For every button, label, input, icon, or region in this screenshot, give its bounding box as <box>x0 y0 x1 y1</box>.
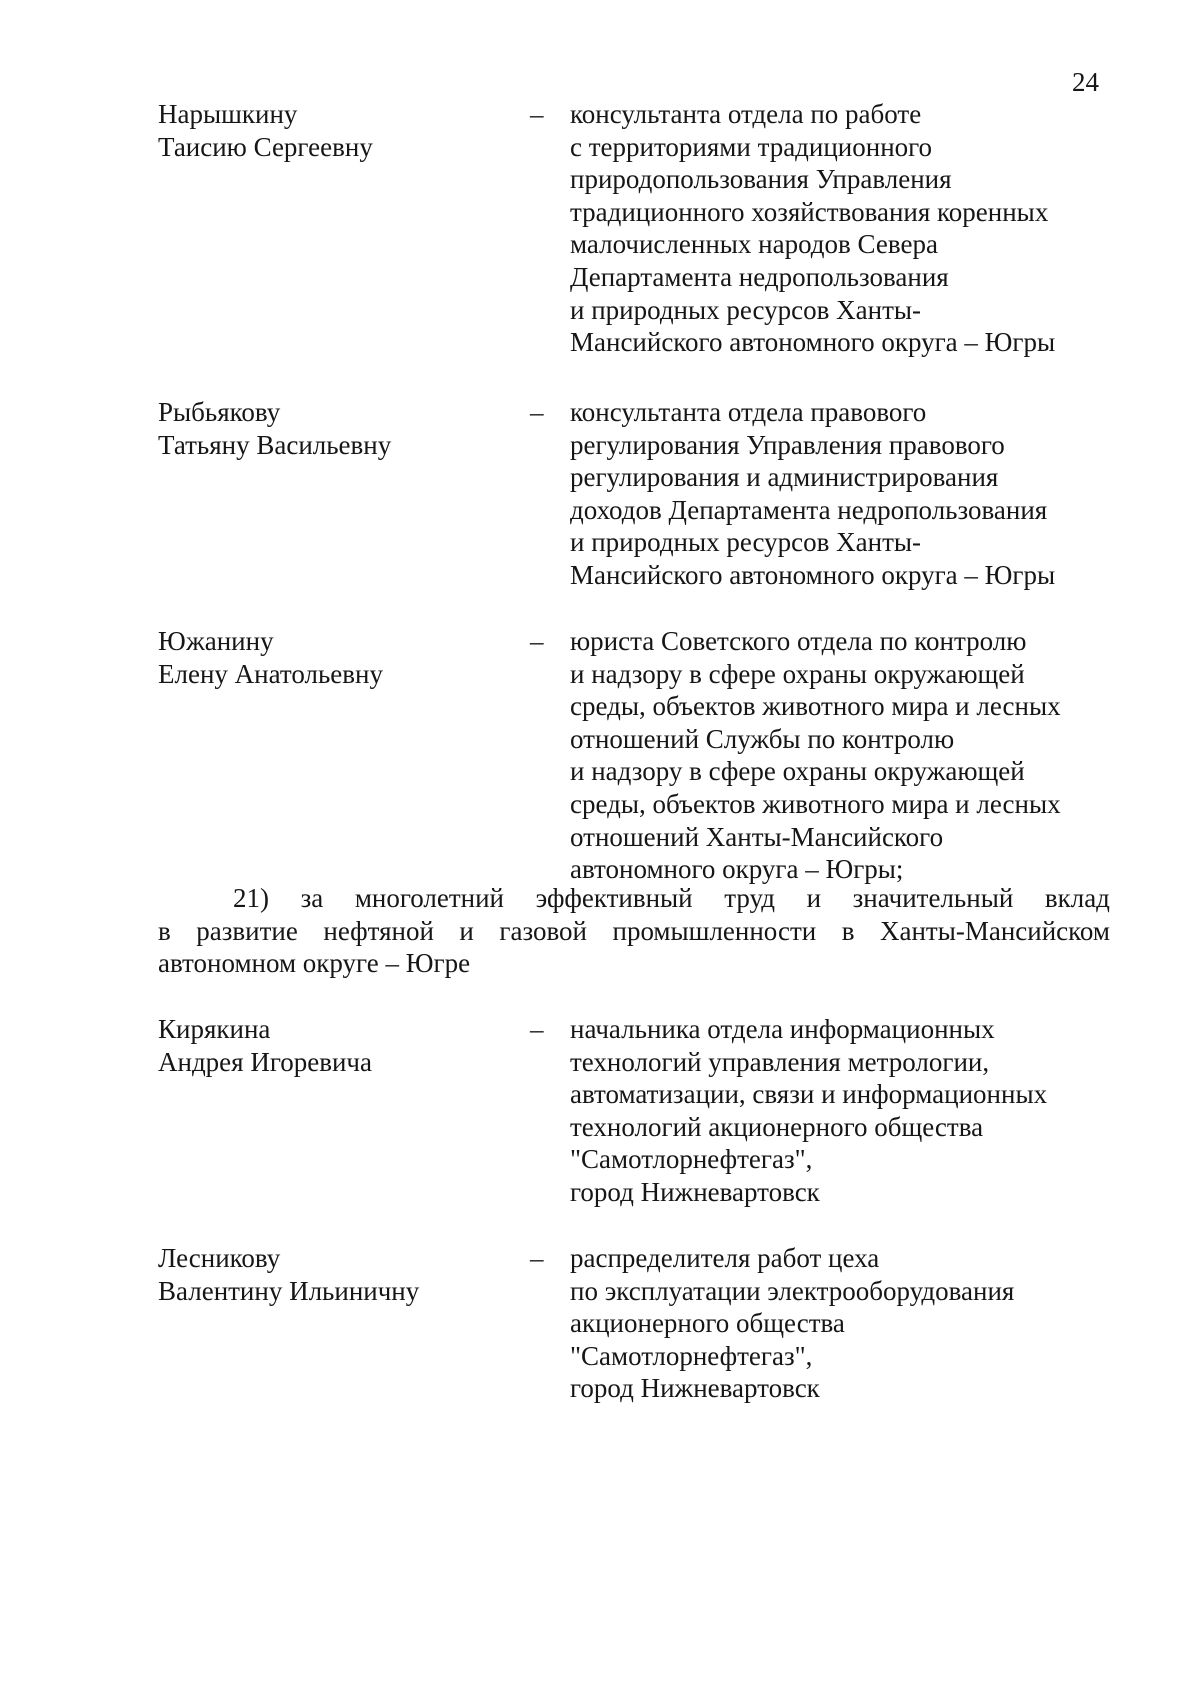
description-line: доходов Департамента недропользования <box>570 494 1048 525</box>
description-line: технологий управления метрологии, <box>570 1046 990 1077</box>
paragraph-word: промышленности <box>612 915 817 946</box>
dash-separator: – <box>530 1243 544 1273</box>
description-line: и надзору в сфере охраны окружающей <box>570 658 1025 689</box>
description-line: природопользования Управления <box>570 164 952 195</box>
dash-separator: – <box>530 99 544 129</box>
description-line: акционерного общества <box>570 1308 845 1339</box>
description-line: регулирования Управления правового <box>570 429 1005 460</box>
description-line: консультанта отдела правового <box>570 397 927 427</box>
section-paragraph <box>158 882 1110 980</box>
dash-separator: – <box>530 397 544 427</box>
paragraph-line: автономном округе – Югре <box>158 948 471 979</box>
description-line: технологий акционерного общества <box>570 1111 984 1142</box>
description-line: Департамента недропользования <box>570 261 949 292</box>
name-line: Андрея Игоревича <box>158 1046 372 1077</box>
description-line: распределителя работ цеха <box>570 1243 880 1273</box>
description-line: малочисленных народов Севера <box>570 229 938 260</box>
paragraph-word: Ханты-Мансийском <box>880 915 1110 946</box>
paragraph-line <box>158 915 1110 948</box>
description-line: и природных ресурсов Ханты- <box>570 294 922 325</box>
paragraph-word: эффективный <box>535 883 693 913</box>
position-description <box>570 98 1130 359</box>
position-description <box>570 1242 1130 1405</box>
person-name <box>158 1242 518 1307</box>
paragraph-word: и <box>459 915 474 946</box>
description-line: юриста Советского отдела по контролю <box>570 626 1027 656</box>
person-name <box>158 1013 518 1078</box>
position-description <box>570 396 1130 592</box>
description-line: начальника отдела информационных <box>570 1014 995 1044</box>
paragraph-word: значительный <box>852 883 1014 913</box>
description-line: отношений Ханты-Мансийского <box>570 821 944 852</box>
paragraph-word: и <box>806 883 822 913</box>
person-name <box>158 625 518 690</box>
paragraph-word: нефтяной <box>323 915 434 946</box>
dash-separator: – <box>530 626 544 656</box>
description-line: город Нижневартовск <box>570 1373 820 1404</box>
description-line: автономного округа – Югры; <box>570 854 904 885</box>
description-line: и природных ресурсов Ханты- <box>570 527 922 558</box>
position-description <box>570 1013 1130 1209</box>
description-line: среды, объектов животного мира и лесных <box>570 788 1061 819</box>
paragraph-line <box>158 882 1110 915</box>
person-name <box>158 98 518 163</box>
description-line: по эксплуатации электрооборудования <box>570 1275 1015 1306</box>
dash-separator: – <box>530 1014 544 1044</box>
description-line: "Самотлорнефтегаз", <box>570 1340 813 1371</box>
person-name <box>158 396 518 461</box>
page-number: 24 <box>1072 67 1099 97</box>
paragraph-word: труд <box>724 883 776 913</box>
paragraph-word: вклад <box>1044 883 1110 913</box>
description-line: и надзору в сфере охраны окружающей <box>570 756 1025 787</box>
description-line: "Самотлорнефтегаз", <box>570 1144 813 1175</box>
description-line: регулирования и администрирования <box>570 462 999 493</box>
name-line: Татьяну Васильевну <box>158 429 392 460</box>
name-line: Елену Анатольевну <box>158 658 383 689</box>
name-line: Таисию Сергеевну <box>158 131 373 162</box>
paragraph-word: в <box>158 915 171 946</box>
paragraph-word: 21) <box>233 883 269 913</box>
description-line: с территориями традиционного <box>570 131 933 162</box>
name-line: Кирякина <box>158 1014 271 1044</box>
description-line: Мансийского автономного округа – Югры <box>570 559 1056 590</box>
paragraph-word: в <box>841 915 855 946</box>
description-line: консультанта отдела по работе <box>570 99 922 129</box>
description-line: автоматизации, связи и информационных <box>570 1079 1048 1110</box>
description-line: город Нижневартовск <box>570 1176 820 1207</box>
name-line: Нарышкину <box>158 99 298 129</box>
description-line: среды, объектов животного мира и лесных <box>570 691 1061 722</box>
name-line: Рыбьякову <box>158 397 281 427</box>
description-line: Мансийского автономного округа – Югры <box>570 327 1056 358</box>
paragraph-word: развитие <box>196 915 298 946</box>
position-description <box>570 625 1130 886</box>
description-line: традиционного хозяйствования коренных <box>570 196 1049 227</box>
paragraph-word: газовой <box>499 915 587 946</box>
description-line: отношений Службы по контролю <box>570 723 955 754</box>
name-line: Лесникову <box>158 1243 281 1273</box>
name-line: Южанину <box>158 626 274 656</box>
paragraph-word: за <box>300 883 324 913</box>
name-line: Валентину Ильиничну <box>158 1275 420 1306</box>
paragraph-word: многолетний <box>354 883 504 913</box>
